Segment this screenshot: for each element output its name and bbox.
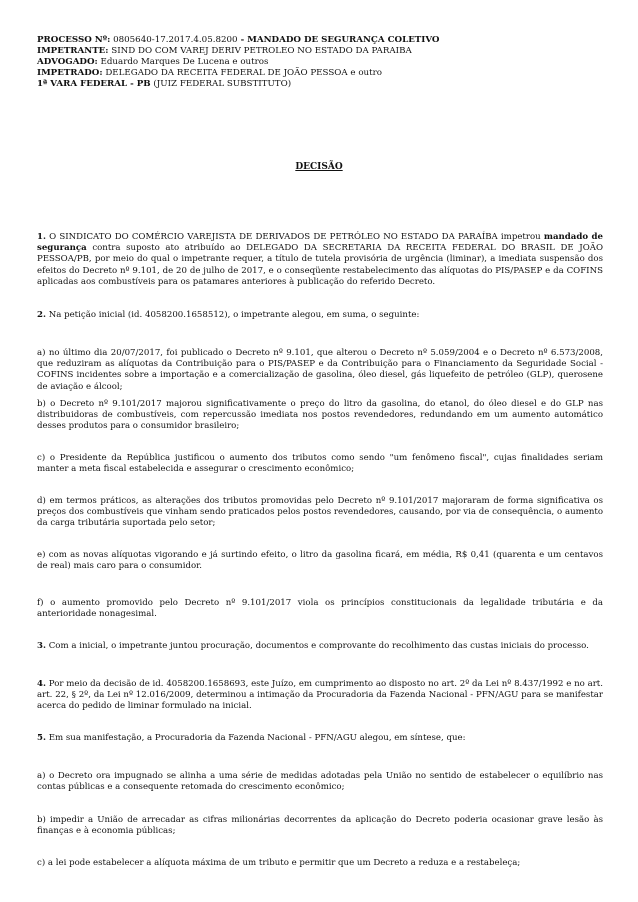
vara-label: 1ª VARA FEDERAL - PB [37, 79, 151, 89]
header-impetrado [37, 68, 382, 79]
paragraph-2b: b) o Decreto nº 9.101/2017 majorou significativamente o preço do litro da gasolina, do etanol, do óleo diesel e do GLP nas distribuidoras de combustíveis, com repercussão imediata nos postos revendedores, redundando em um aumento automático desses produtos para o consumidor brasileiro; [37, 399, 603, 432]
document-title: DECISÃO [295, 162, 343, 172]
advogado-label: ADVOGADO: [37, 57, 98, 67]
paragraph-5c: c) a lei pode estabelecer a alíquota máxima de um tributo e permitir que um Decreto a reduza e a restabeleça; [37, 858, 521, 868]
header-vara [37, 79, 291, 90]
paragraph-5: 5. Em sua manifestação, a Procuradoria da Fazenda Nacional - PFN/AGU alegou, em síntese, que: [37, 733, 466, 743]
impetrante-label: IMPETRANTE: [37, 46, 109, 56]
impetrado-value: DELEGADO DA RECEITA FEDERAL DE JOÃO PESSOA e outro [102, 68, 383, 78]
paragraph-5a: a) o Decreto ora impugnado se alinha a uma série de medidas adotadas pela União no sentido de estabelecer o equilíbrio nas contas públicas e a consequente retomada do crescimento econômico; [37, 771, 603, 793]
header-impetrante [37, 46, 412, 57]
paragraph-3: 3. Com a inicial, o impetrante juntou procuração, documentos e comprovante do recolhimento das custas iniciais do processo. [37, 641, 589, 651]
header-processo [37, 35, 440, 46]
advogado-value: Eduardo Marques De Lucena e outros [97, 57, 269, 67]
processo-type: - MANDADO DE SEGURANÇA COLETIVO [237, 35, 440, 45]
impetrante-value: SIND DO COM VAREJ DERIV PETROLEO NO ESTADO DA PARAIBA [108, 46, 412, 56]
impetrado-label: IMPETRADO: [37, 68, 103, 78]
paragraph-2e: e) com as novas alíquotas vigorando e já surtindo efeito, o litro da gasolina ficará, em média, R$ 0,41 (quarenta e um centavos de real) mais caro para o consumidor. [37, 550, 603, 572]
paragraph-4: 4. Por meio da decisão de id. 4058200.1658693, este Juízo, em cumprimento ao disposto no art. 2º da Lei nº 8.437/1992 e no art. art. 22, § 2º, da Lei nº 12.016/2009, determinou a intimação da Procuradoria da Fazenda Nacional - PFN/AGU para se manifestar acerca do pedido de liminar formulado na inicial. [37, 679, 603, 712]
processo-number: 0805640-17.2017.4.05.8200 [113, 35, 238, 45]
header-advogado [37, 57, 268, 68]
paragraph-2f: f) o aumento promovido pelo Decreto nº 9.101/2017 viola os princípios constitucionais da legalidade tributária e da anterioridade nonagesimal. [37, 598, 603, 620]
paragraph-1: 1. O SINDICATO DO COMÉRCIO VAREJISTA DE DERIVADOS DE PETRÓLEO NO ESTADO DA PARAÍBA impetrou mandado de segurança contra suposto ato atribuído ao DELEGADO DA SECRETARIA DA RECEITA FEDERAL DO BRASIL DE JOÃO PESSOA/PB, por meio do qual o impetrante requer, a título de tutela provisória de urgência (liminar), a imediata suspensão dos efeitos do Decreto nº 9.101, de 20 de julho de 2017, e o conseqüente restabelecimento das alíquotas do PIS/PASEP e da COFINS aplicadas aos combustíveis para os patamares anteriores à publicação do referido Decreto. [37, 232, 604, 287]
vara-value: (JUIZ FEDERAL SUBSTITUTO) [150, 79, 292, 89]
paragraph-2a: a) no último dia 20/07/2017, foi publicado o Decreto nº 9.101, que alterou o Decreto nº 5.059/2004 e o Decreto nº 6.573/2008, que reduziram as alíquotas da Contribuição para o PIS/PASEP e da Contribuição para o Financiamento da Seguridade Social - COFINS incidentes sobre a importação e a comercialização de gasolina, óleo diesel, gás liquefeito de petróleo (GLP), querosene de aviação e álcool; [37, 348, 603, 392]
paragraph-2c: c) o Presidente da República justificou o aumento dos tributos como sendo "um fenômeno fiscal", cujas finalidades seriam manter a meta fiscal estabelecida e assegurar o crescimento econômico; [37, 453, 603, 475]
paragraph-2d: d) em termos práticos, as alterações dos tributos promovidas pelo Decreto nº 9.101/2017 majoraram de forma significativa os preços dos combustíveis que vinham sendo praticados pelos postos revendedores, causando, por via de consequência, o aumento da carga tributária suportada pelo setor; [37, 496, 603, 529]
processo-label: PROCESSO Nº: [37, 35, 111, 45]
paragraph-5b: b) impedir a União de arrecadar as cifras milionárias decorrentes da aplicação do Decreto poderia ocasionar grave lesão às finanças e à economia públicas; [37, 815, 603, 837]
paragraph-2: 2. Na petição inicial (id. 4058200.1658512), o impetrante alegou, em suma, o seguinte: [37, 310, 420, 320]
